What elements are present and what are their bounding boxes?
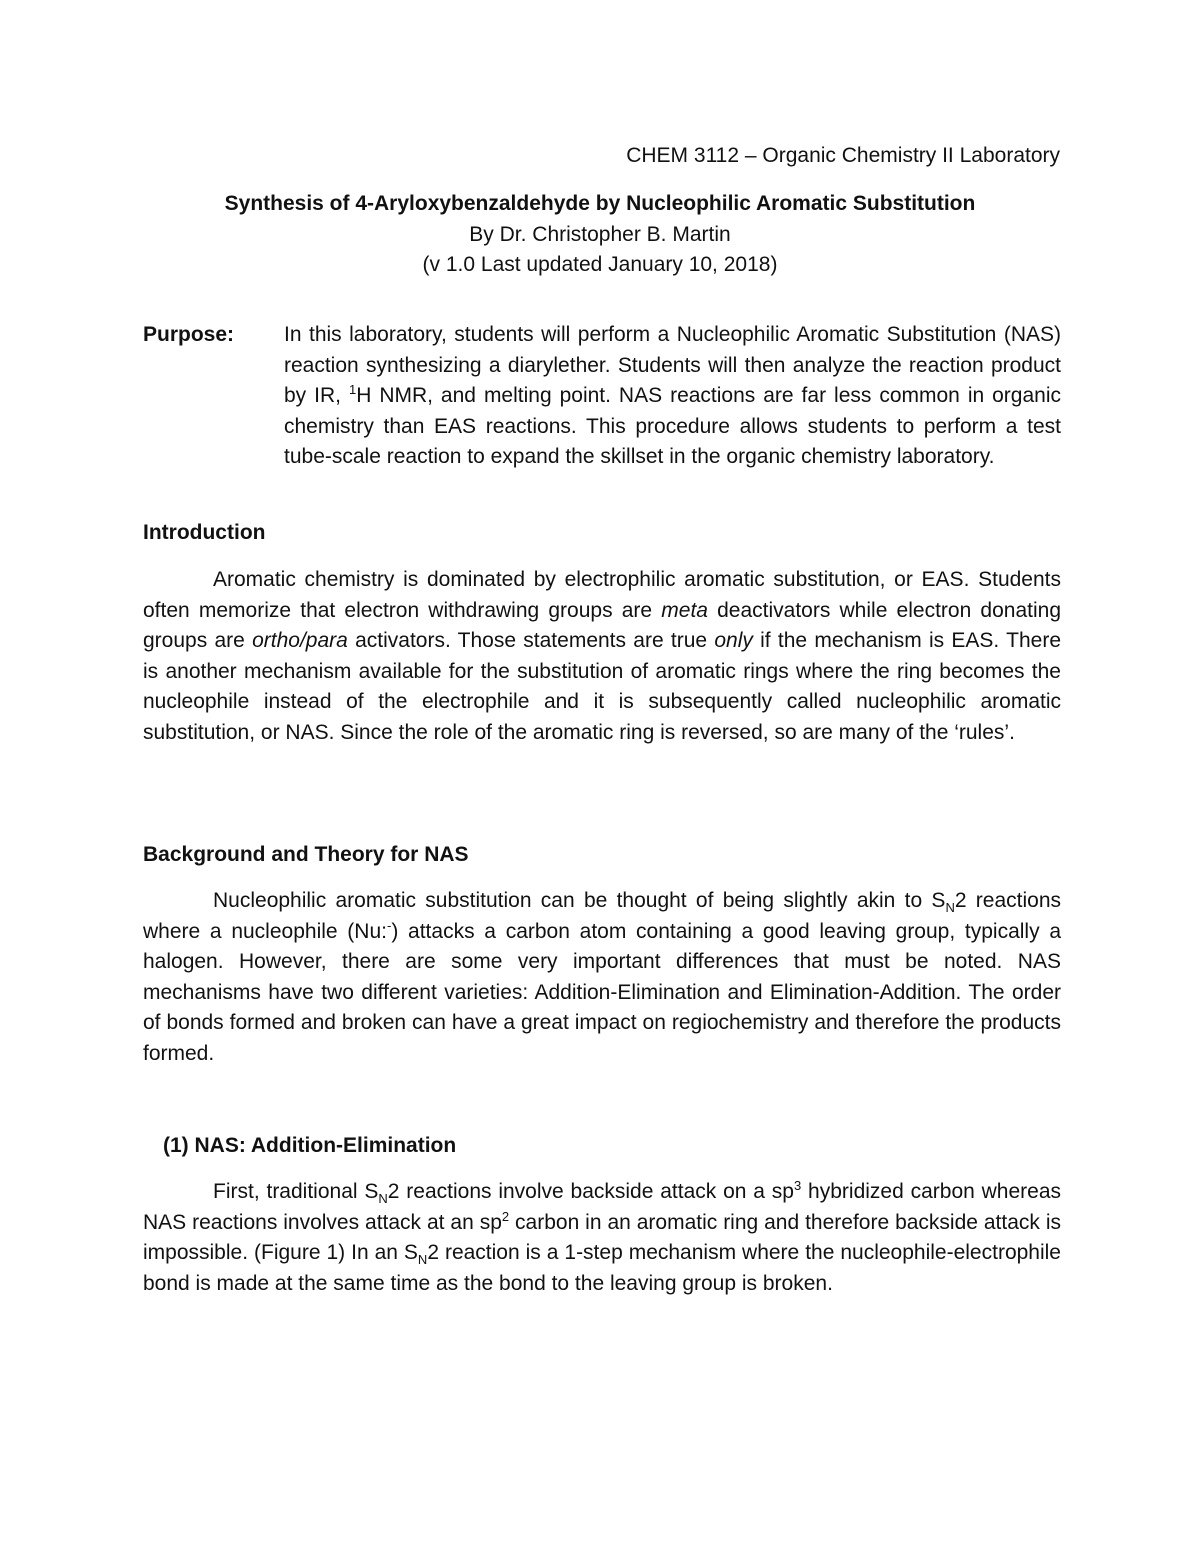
sp2-superscript: 2: [501, 1208, 510, 1224]
intro-em-only: only: [714, 629, 753, 652]
bg-text-b: 2 reactions where a nucleophile (Nu:: [143, 889, 1061, 943]
sp3-superscript: 3: [793, 1178, 802, 1193]
s1-text-d: carbon in an aromatic ring and therefore backside attack is impossible. (Figure 1) In an S: [143, 1210, 1061, 1264]
sn-subscript: N: [945, 900, 955, 916]
intro-em-orthopara: ortho/para: [252, 629, 348, 652]
version-line: (v 1.0 Last updated January 10, 2018): [422, 253, 778, 276]
intro-text-b: deactivators while electron donating groups are: [143, 598, 1061, 652]
s1-text-a: First, traditional S: [213, 1180, 379, 1203]
s1-text-e: 2 reaction is a 1-step mechanism where the nucleophile-electrophile bond is made at the same time as the bond to the leaving group is broken.: [143, 1241, 1061, 1295]
intro-text-c: activators. Those statements are true: [347, 629, 715, 652]
sn-subscript: N: [378, 1191, 388, 1207]
s1-text-b: 2 reactions involve backside attack on a sp: [387, 1180, 794, 1203]
introduction-paragraph: [143, 565, 1061, 748]
intro-text-a: Aromatic chemistry is dominated by electrophilic aromatic substitution, or EAS. Students often memorize that electron withdrawing groups are: [143, 568, 1061, 622]
purpose-section: [143, 320, 1061, 473]
author-line: By Dr. Christopher B. Martin: [469, 222, 731, 246]
course-header: CHEM 3112 – Organic Chemistry II Laboratory: [626, 144, 1060, 167]
bg-text-a: Nucleophilic aromatic substitution can be thought of being slightly akin to S: [213, 889, 946, 912]
title-block: [0, 189, 1200, 281]
document-title: Synthesis of 4-Aryloxybenzaldehyde by Nucleophilic Aromatic Substitution: [224, 192, 976, 215]
charge-superscript: -: [386, 917, 392, 933]
purpose-text-a: In this laboratory, students will perform a Nucleophilic Aromatic Substitution (NAS) reaction synthesizing a diarylether. Students will then analyze the reaction product by IR,: [284, 323, 1061, 407]
background-heading: Background and Theory for NAS: [143, 843, 469, 866]
purpose-label: Purpose:: [143, 323, 235, 346]
purpose-text: [284, 320, 1061, 473]
intro-em-meta: meta: [661, 598, 708, 622]
s1-text-c: hybridized carbon whereas NAS reactions involves attack at an sp: [143, 1180, 1062, 1234]
sn-subscript: N: [417, 1252, 428, 1268]
section1-heading: (1) NAS: Addition-Elimination: [163, 1134, 457, 1157]
intro-text-d: if the mechanism is EAS. There is another mechanism available for the substitution of aromatic rings where the ring becomes the nucleophile instead of the electrophile and it is subsequently called nucleophilic aromatic substitution, or NAS. Since the role of the aromatic ring is reversed, so are many of the ‘rules’.: [143, 629, 1062, 744]
nmr-superscript: 1: [348, 382, 357, 397]
introduction-heading: Introduction: [143, 521, 266, 544]
background-paragraph: [143, 886, 1061, 1069]
bg-text-c: ) attacks a carbon atom containing a good leaving group, typically a halogen. However, there are some very important differences that must be noted. NAS mechanisms have two different varieties: Addition-Elimination and Elimination-Addition. The order of bonds formed and broken can have a great impact on regiochemistry and therefore the products formed.: [143, 919, 1061, 1065]
section1-paragraph: [143, 1177, 1061, 1299]
purpose-text-b: H NMR, and melting point. NAS reactions are far less common in organic chemistry than EAS reactions. This procedure allows students to perform a test tube-scale reaction to expand the skillset in the organic chemistry laboratory.: [284, 384, 1062, 468]
